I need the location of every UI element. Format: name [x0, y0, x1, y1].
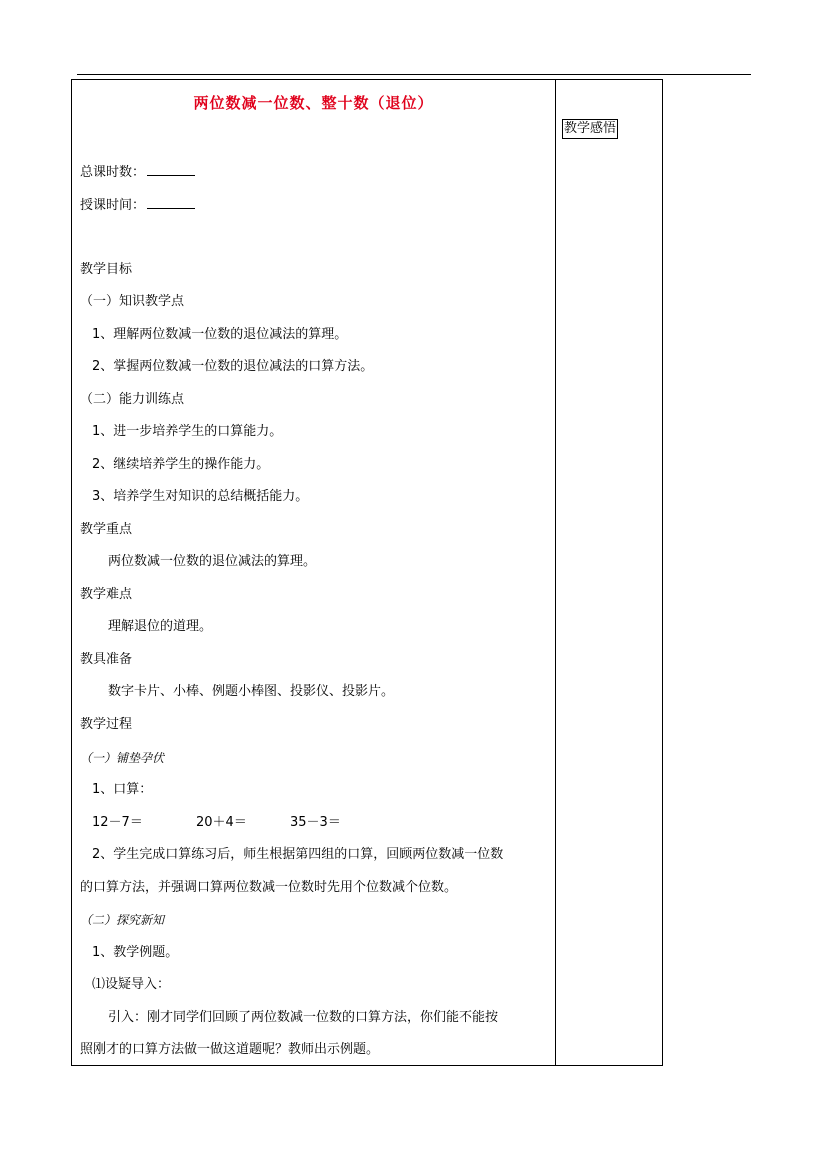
lesson-time-line: [80, 196, 195, 215]
page-title: 两位数减一位数、整十数（退位）: [193, 94, 434, 112]
knowledge-item-1: 1、理解两位数减一位数的退位减法的算理。: [92, 327, 348, 342]
knowledge-heading: （一）知识教学点: [80, 294, 185, 309]
intro-line-1: 引入：刚才同学们回顾了两位数减一位数的口算方法，你们能不能按: [108, 1010, 499, 1025]
process-1-heading: （一）铺垫孕伏: [80, 751, 165, 765]
total-hours-blank: [147, 163, 195, 176]
ability-heading: （二）能力训练点: [80, 392, 185, 407]
difficulty-heading: 教学难点: [80, 587, 133, 602]
ability-item-3: 3、培养学生对知识的总结概括能力。: [92, 489, 309, 504]
ability-item-2: 2、继续培养学生的操作能力。: [92, 457, 270, 472]
header-rule: [77, 74, 751, 75]
reflection-cell: [556, 80, 662, 1065]
oral-calc-row: [92, 814, 341, 832]
reflection-label: 教学感悟: [562, 119, 618, 139]
intro-label: ⑴设疑导入：: [92, 977, 171, 992]
tools-text: 数字卡片、小棒、例题小棒图、投影仪、投影片。: [108, 684, 395, 699]
process-heading: 教学过程: [80, 717, 133, 732]
ability-item-1: 1、进一步培养学生的口算能力。: [92, 424, 283, 439]
process-2-heading: （二）探究新知: [80, 913, 165, 927]
key-text: 两位数减一位数的退位减法的算理。: [108, 554, 317, 569]
step2-line-1: 2、学生完成口算练习后，师生根据第四组的口算，回顾两位数减一位数: [92, 847, 504, 862]
main-content-cell: [72, 80, 555, 1065]
lesson-plan-table: [71, 79, 663, 1066]
lesson-time-blank: [147, 196, 195, 209]
tools-heading: 教具准备: [80, 652, 133, 667]
example-label: 1、教学例题。: [92, 945, 179, 960]
total-hours-label: 总课时数：: [80, 165, 146, 180]
goals-heading: 教学目标: [80, 262, 133, 277]
calc-item: 20＋4＝: [196, 815, 247, 830]
calc-item: 35－3＝: [290, 815, 341, 830]
total-hours-line: [80, 163, 195, 182]
intro-line-2: 照刚才的口算方法做一做这道题呢？教师出示例题。: [80, 1042, 380, 1057]
step2-line-2: 的口算方法，并强调口算两位数减一位数时先用个位数减个位数。: [80, 880, 458, 895]
oral-calc-label: 1、口算：: [92, 782, 153, 797]
lesson-time-label: 授课时间：: [80, 198, 146, 213]
calc-item: 12－7＝: [92, 815, 143, 830]
knowledge-item-2: 2、掌握两位数减一位数的退位减法的口算方法。: [92, 359, 374, 374]
key-heading: 教学重点: [80, 522, 133, 537]
difficulty-text: 理解退位的道理。: [108, 619, 213, 634]
